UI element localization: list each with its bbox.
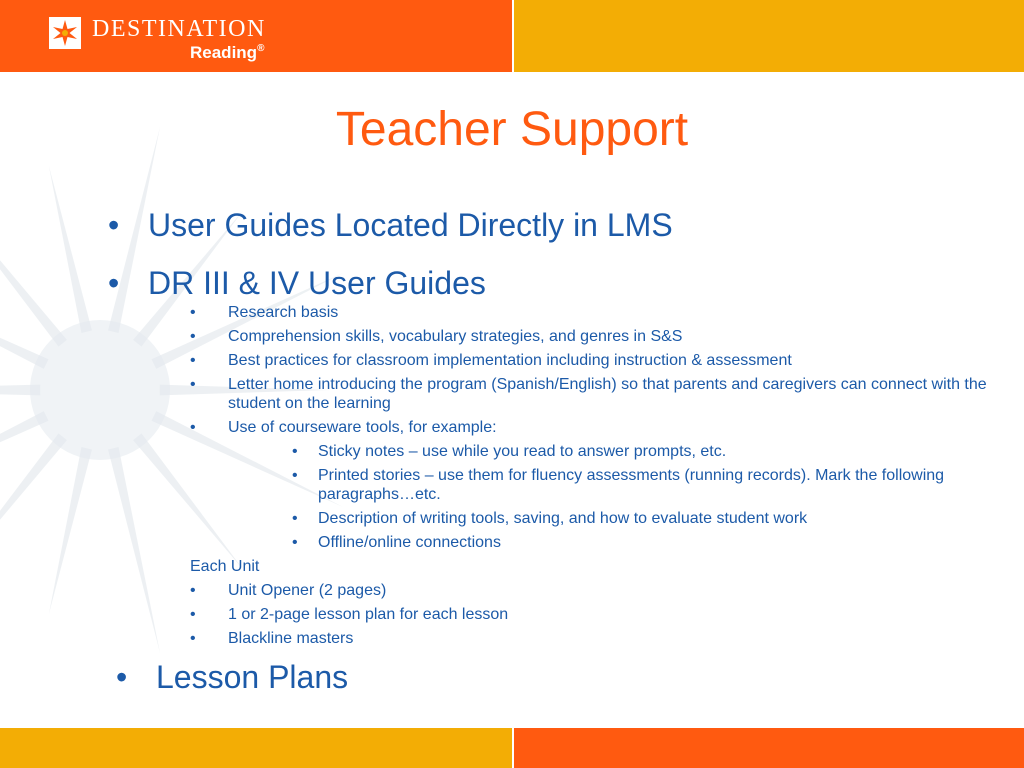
bullet-glyph: • xyxy=(108,265,120,301)
starburst-ray xyxy=(49,447,92,614)
bullet-glyph: • xyxy=(108,207,120,243)
slide-title: Teacher Support xyxy=(335,103,689,156)
header-bar-gold xyxy=(514,0,1024,72)
logo-wordmark: DESTINATION xyxy=(92,16,266,42)
logo-subtitle: Reading® xyxy=(190,43,265,62)
bullet-text: DR III & IV User Guides xyxy=(148,265,486,301)
bullet-text: Lesson Plans xyxy=(156,659,349,695)
slide: DESTINATION Reading® Teacher Support • User Guides Located Directly in LMS • DR III & IV User Guides • Research basis • Comprehension skills, vocabulary strategies, and genres in S&S • Best practices for classroom implementation including instruction & assessment • Letter home introducing the program (Spanish/English) so that parents and caregivers can connect with the student on the learning • Use of courseware tools, for example: • Sticky notes – use while you read to answer prompts, etc. • Printed stories – use them for fluency assessments (running records). Mark the following paragraphs…etc. • Description of writing tools, saving, and how to evaluate student work • Offline/online connections Each Unit • Unit Opener (2 pages) • 1 or 2-page lesson plan for each lesson • Blackline masters • Lesson Plans xyxy=(0,0,1024,768)
footer-bar-gold xyxy=(0,728,512,768)
each-unit-label: Each Unit xyxy=(190,558,260,575)
bullet-glyph: • xyxy=(116,659,128,695)
logo-star-icon xyxy=(48,16,82,50)
footer-bar-orange xyxy=(514,728,1024,768)
starburst-ray xyxy=(108,447,160,653)
starburst-ray xyxy=(49,166,92,333)
bullet-text: User Guides Located Directly in LMS xyxy=(148,207,673,243)
